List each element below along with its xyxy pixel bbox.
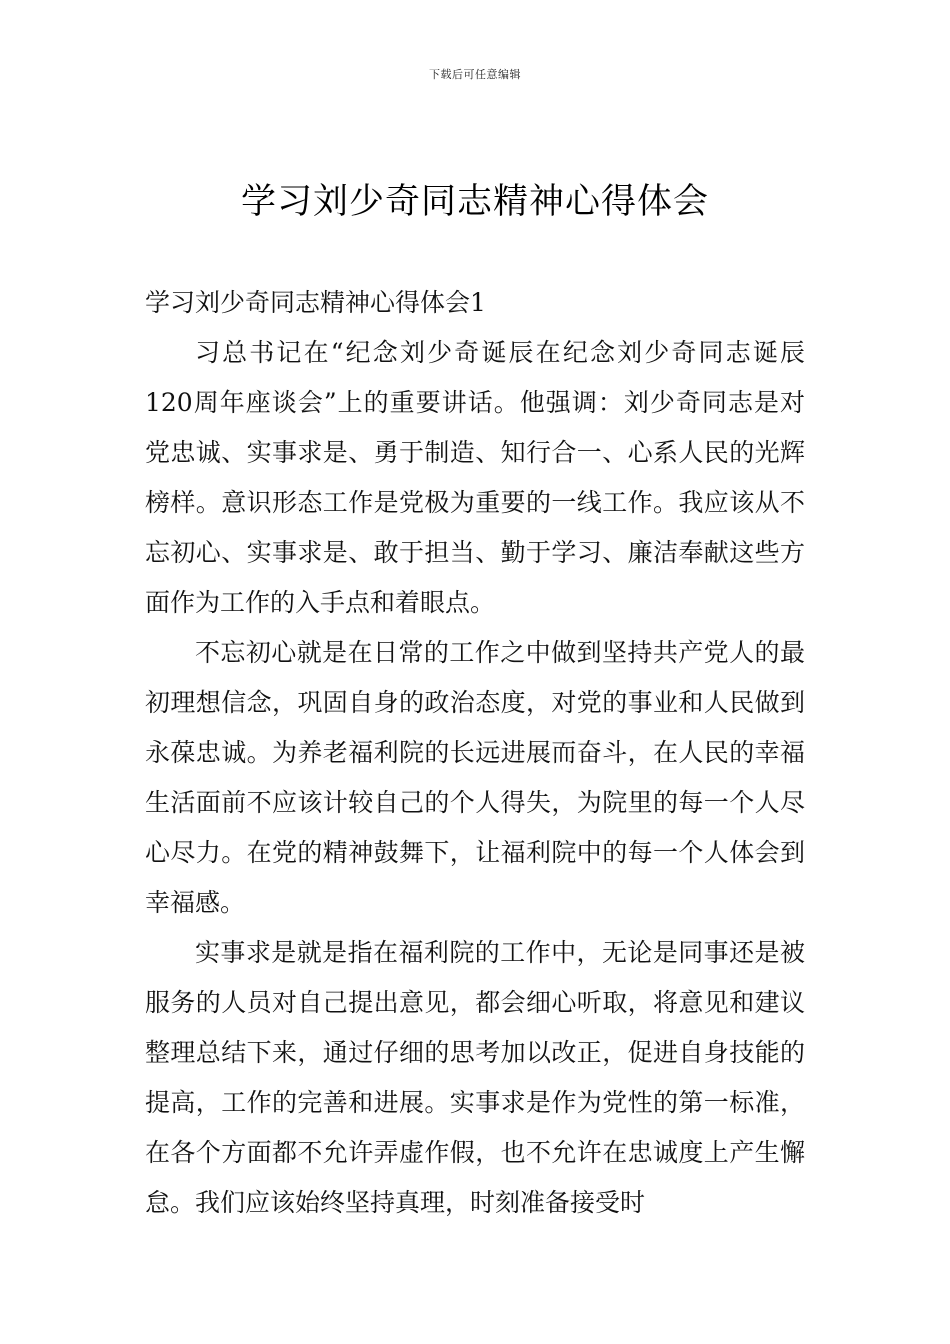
document-title: 学习刘少奇同志精神心得体会 (240, 182, 709, 222)
document-body (145, 278, 805, 1228)
paragraph-1: 习总书记在“纪念刘少奇诞辰在纪念刘少奇同志诞辰120周年座谈会”上的重要讲话。他强调：刘少奇同志是对党忠诚、实事求是、勇于制造、知行合一、心系人民的光辉榜样。意识形态工作是党极为重要的一线工作。我应该从不忘初心、实事求是、敢于担当、勤于学习、廉洁奉献这些方面作为工作的入手点和着眼点。 (145, 338, 805, 617)
paragraph-2: 不忘初心就是在日常的工作之中做到坚持共产党人的最初理想信念，巩固自身的政治态度，对党的事业和人民做到永葆忠诚。为养老福利院的长远进展而奋斗，在人民的幸福生活面前不应该计较自己的个人得失，为院里的每一个人尽心尽力。在党的精神鼓舞下，让福利院中的每一个人体会到幸福感。 (145, 638, 805, 917)
paragraph-3: 实事求是就是指在福利院的工作中，无论是同事还是被服务的人员对自己提出意见，都会细心听取，将意见和建议整理总结下来，通过仔细的思考加以改正，促进自身技能的提高，工作的完善和进展。实事求是作为党性的第一标准，在各个方面都不允许弄虚作假，也不允许在忠诚度上产生懈怠。我们应该始终坚持真理，时刻准备接受时 (145, 938, 805, 1217)
section-subtitle: 学习刘少奇同志精神心得体会1 (145, 288, 486, 317)
header-note: 下载后可任意编辑 (429, 68, 521, 81)
